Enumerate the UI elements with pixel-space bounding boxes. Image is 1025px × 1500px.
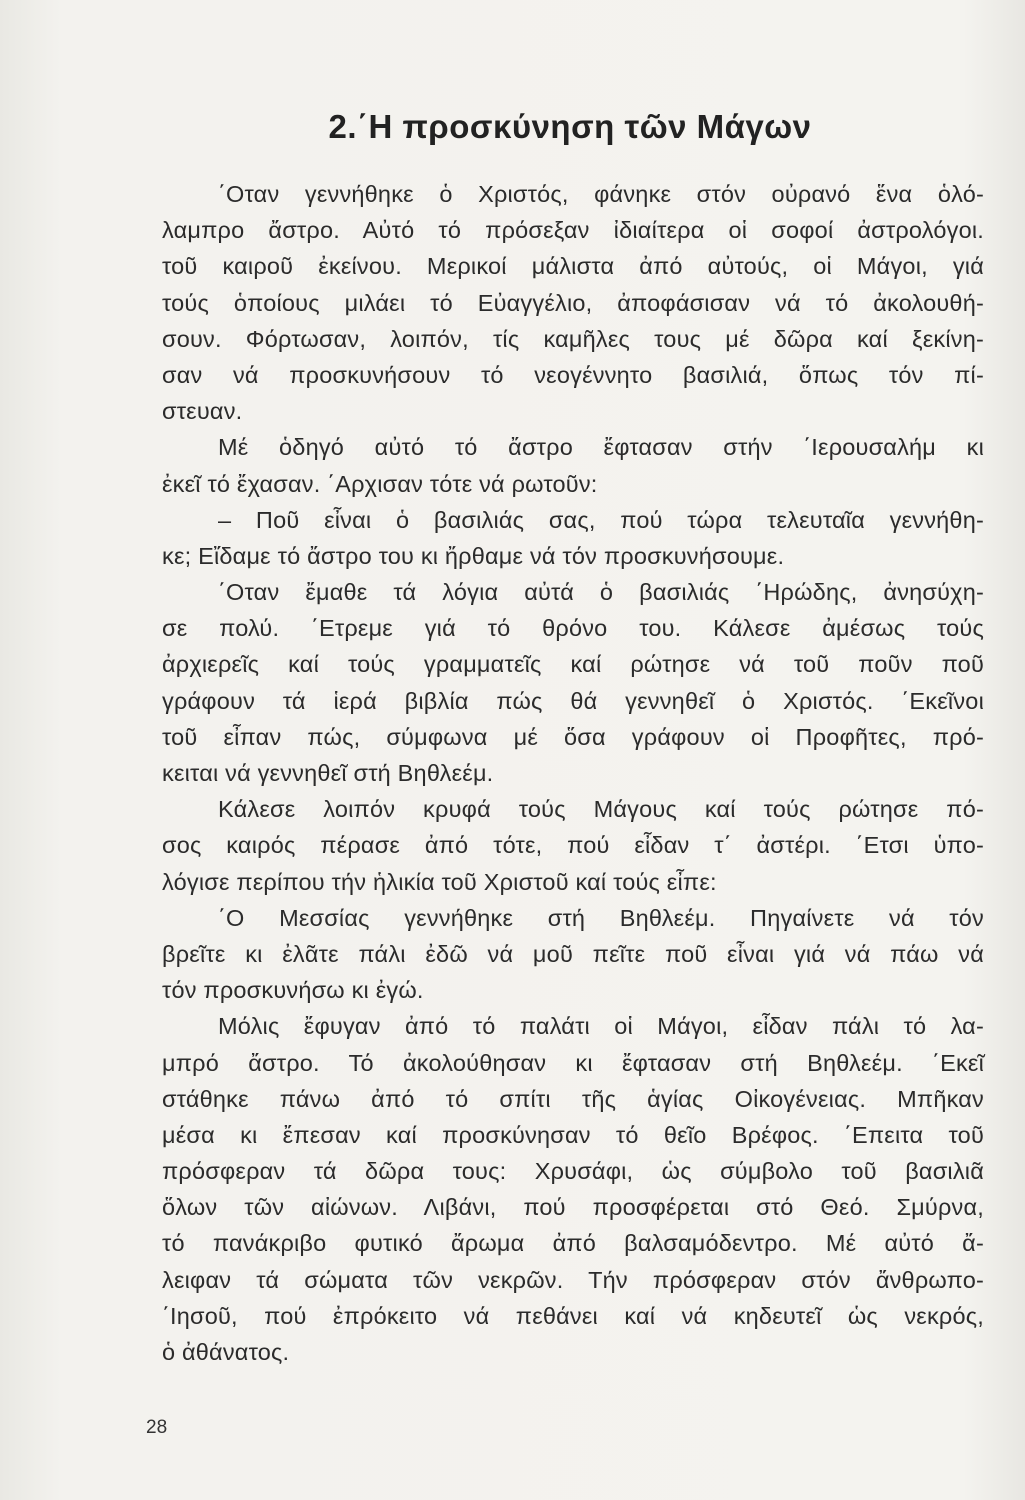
text-line: τούς ὁποίους μιλάει τό Εὐαγγέλιο, ἀποφάσισαν νά τό ἀκολουθή- [162,289,984,316]
text-line: Μόλις ἔφυγαν ἀπό τό παλάτι οἱ Μάγοι, εἶδαν πάλι τό λα- [218,1013,984,1040]
text-line: ΄Ιησοῦ, πού ἐπρόκειτο νά πεθάνει καί νά κηδευτεῖ ὡς νεκρός, [162,1302,984,1329]
text-line: ὅλων τῶν αἰώνων. Λιβάνι, πού προσφέρεται στό Θεό. Σμύρνα, [162,1194,984,1221]
text-line: στευαν. [162,398,243,425]
text-line: Κάλεσε λοιπόν κρυφά τούς Μάγους καί τούς ρώτησε πό- [218,796,984,823]
text-line: τόν προσκυνήσω κι ἐγώ. [162,977,424,1004]
text-line: σουν. Φόρτωσαν, λοιπόν, τίς καμῆλες τους μέ δῶρα καί ξεκίνη- [162,325,984,352]
text-line: τό πανάκριβο φυτικό ἄρωμα ἀπό βαλσαμόδεντρο. Μέ αὐτό ἄ- [162,1230,984,1257]
text-line: τοῦ καιροῦ ἐκείνου. Μερικοί μάλιστα ἀπό αὐτούς, οἱ Μάγοι, γιά [162,253,984,280]
text-line: – Ποῦ εἶναι ὁ βασιλιάς σας, πού τώρα τελευταῖα γεννήθη- [218,506,984,533]
text-line: μέσα κι ἔπεσαν καί προσκύνησαν τό θεῖο Βρέφος. ΄Επειτα τοῦ [162,1121,984,1148]
text-line: ΄Ο Μεσσίας γεννήθηκε στή Βηθλεέμ. Πηγαίνετε νά τόν [218,904,984,931]
text-line: βρεῖτε κι ἐλᾶτε πάλι ἐδῶ νά μοῦ πεῖτε ποῦ εἶναι γιά νά πάω νά [162,940,984,967]
text-line: λόγισε περίπου τήν ἡλικία τοῦ Χριστοῦ καί τούς εἶπε: [162,868,717,895]
text-line: τοῦ εἶπαν πώς, σύμφωνα μέ ὅσα γράφουν οἱ Προφῆτες, πρό- [162,723,984,750]
text-line: κε; Εἴδαμε τό ἄστρο του κι ἤρθαμε νά τόν προσκυνήσουμε. [162,542,785,569]
text-line: ΄Οταν γεννήθηκε ὁ Χριστός, φάνηκε στόν οὐρανό ἕνα ὁλό- [218,181,984,207]
text-line: στάθηκε πάνω ἀπό τό σπίτι τῆς ἁγίας Οἰκογένειας. Μπῆκαν [162,1085,984,1112]
text-line: ἐκεῖ τό ἔχασαν. ΄Αρχισαν τότε νά ρωτοῦν: [162,470,598,497]
text-line: ὁ ἀθάνατος. [162,1339,290,1365]
text-line: λειφαν τά σώματα τῶν νεκρῶν. Τήν πρόσφεραν στόν ἄνθρωπο- [162,1266,984,1293]
text-line: Μέ ὁδηγό αὐτό τό ἄστρο ἔφτασαν στήν ΄Ιερουσαλήμ κι [218,434,984,461]
text-line: μπρό ἄστρο. Τό ἀκολούθησαν κι ἔφτασαν στή Βηθλεέμ. ΄Εκεῖ [162,1049,984,1076]
text-line: σε πολύ. ΄Ετρεμε γιά τό θρόνο του. Κάλεσε ἀμέσως τούς [162,615,984,642]
text-line: ἀρχιερεῖς καί τούς γραμματεῖς καί ρώτησε νά τοῦ ποῦν ποῦ [162,651,984,678]
text-line: λαμπρο ἄστρο. Αὐτό τό πρόσεξαν ἰδιαίτερα οἱ σοφοί ἀστρολόγοι. [162,217,984,244]
chapter-body [162,176,984,1370]
text-line: γράφουν τά ἱερά βιβλία πώς θά γεννηθεῖ ὁ Χριστός. ΄Εκεῖνοι [162,687,984,714]
text-line: σαν νά προσκυνήσουν τό νεογέννητο βασιλιά, ὅπως τόν πί- [162,361,984,388]
text-line: σος καιρός πέρασε ἀπό τότε, πού εἶδαν τ΄ ἀστέρι. ΄Ετσι ὑπο- [162,832,984,859]
text-line: ΄Οταν ἔμαθε τά λόγια αὐτά ὁ βασιλιάς ΄Ηρώδης, ἀνησύχη- [218,579,984,606]
text-line: πρόσφεραν τά δῶρα τους: Χρυσάφι, ὡς σύμβολο τοῦ βασιλιᾶ [162,1158,984,1185]
page-number: 28 [146,1417,168,1438]
text-line: κειται νά γεννηθεῖ στή Βηθλεέμ. [162,760,494,786]
chapter-title: 2.΄Η προσκύνηση τῶν Μάγων [328,108,812,145]
